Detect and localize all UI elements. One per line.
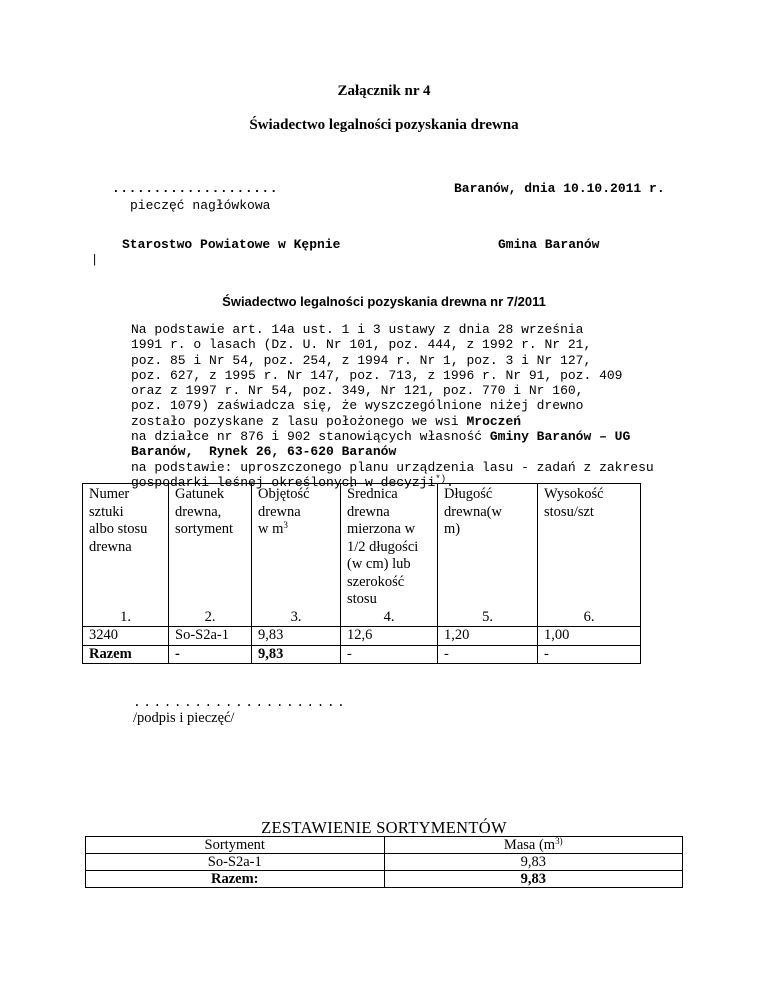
- summary-total-mass: 9,83: [384, 871, 683, 888]
- summary-header-row: [86, 837, 683, 854]
- summary-title: ZESTAWIENIE SORTYMENTÓW: [261, 818, 507, 837]
- body-line: na podstawie: uproszczonego planu urządzenia lasu - zadań z zakresu: [131, 459, 654, 475]
- cell-volume: 9,83: [252, 627, 341, 646]
- body-line: na działce nr 876 i 902 stanowiących własność: [131, 429, 490, 445]
- total-length: -: [438, 645, 538, 664]
- body-line: zostało pozyskane z lasu położonego we wsi: [131, 413, 467, 429]
- owner-name: Gminy Baranów – UG: [489, 429, 631, 445]
- body-line: gospodarki leśnej określonych w decyzji: [131, 474, 436, 490]
- body-line: poz. 85 i Nr 54, poz. 254, z 1994 r. Nr 1, poz. 3 i Nr 127,: [131, 352, 592, 368]
- total-species: -: [169, 645, 252, 664]
- total-volume: 9,83: [252, 645, 341, 664]
- date-line: Baranów, dnia 10.10.2011 r.: [454, 181, 665, 196]
- column-number: 4.: [341, 609, 438, 627]
- summary-header-assortment: Sortyment: [86, 837, 385, 854]
- annex-label: Załącznik nr 4: [337, 83, 431, 99]
- column-number: 6.: [538, 609, 641, 627]
- column-number-row: [83, 609, 641, 627]
- stamp-label: pieczęć nagłówkowa: [130, 198, 271, 213]
- volume-unit-sup: 3: [283, 520, 288, 530]
- summary-mass-label: Masa (m: [503, 837, 556, 853]
- signature-label: /podpis i pieczęć/: [133, 710, 235, 726]
- header-cell-diameter: Średnica drewna mierzona w 1/2 długości (w cm) lub szerokość stosu: [341, 484, 438, 609]
- cell-species: So-S2a-1: [169, 627, 252, 646]
- summary-row: [86, 854, 683, 871]
- column-number: 1.: [83, 609, 169, 627]
- body-line: 1991 r. o lasach (Dz. U. Nr 101, poz. 444, z 1992 r. Nr 21,: [131, 337, 592, 353]
- table-header-row: [83, 484, 641, 609]
- certificate-body: [131, 322, 654, 490]
- summary-total-label: Razem:: [86, 871, 385, 888]
- column-number: 5.: [438, 609, 538, 627]
- header-cell-length: Długość drewna(w m): [438, 484, 538, 609]
- column-number: 2.: [169, 609, 252, 627]
- header-cell-height: Wysokość stosu/szt: [538, 484, 641, 609]
- body-line: poz. 627, z 1995 r. Nr 147, poz. 713, z 1996 r. Nr 91, poz. 409: [131, 367, 623, 383]
- summary-assortment: So-S2a-1: [86, 854, 385, 871]
- summary-total-row: [86, 871, 683, 888]
- footnote-mark: *): [435, 473, 447, 484]
- issuing-authority: Starostwo Powiatowe w Kępnie: [122, 237, 341, 252]
- signature-dots: .....................: [133, 695, 348, 710]
- total-diameter: -: [341, 645, 438, 664]
- cell-height: 1,00: [538, 627, 641, 646]
- total-height: -: [538, 645, 641, 664]
- certificate-title: Świadectwo legalności pozyskania drewna nr 7/2011: [222, 294, 546, 309]
- summary-mass-sup: 3): [555, 836, 563, 846]
- header-volume-text: Objętość drewna w m: [258, 486, 310, 537]
- cell-length: 1,20: [438, 627, 538, 646]
- body-line-end: .: [446, 474, 454, 490]
- summary-mass: 9,83: [384, 854, 683, 871]
- column-number: 3.: [252, 609, 341, 627]
- summary-header-mass: [384, 837, 683, 854]
- table-total-row: [83, 645, 641, 664]
- village-name: Mroczeń: [466, 413, 522, 429]
- cell-number: 3240: [83, 627, 169, 646]
- text-cursor: |: [91, 253, 99, 267]
- stamp-dots: ....................: [112, 181, 279, 196]
- recipient-authority: Gmina Baranów: [498, 237, 600, 252]
- header-cell-species: Gatunek drewna, sortyment: [169, 484, 252, 609]
- document-title: Świadectwo legalności pozyskania drewna: [249, 117, 519, 133]
- total-label: Razem: [83, 645, 169, 664]
- body-line: poz. 1079) zaświadcza się, że wyszczególnione niżej drewno: [131, 398, 584, 414]
- body-line: Na podstawie art. 14a ust. 1 i 3 ustawy z dnia 28 września: [131, 322, 584, 337]
- header-cell-number: Numer sztuki albo stosu drewna: [83, 484, 169, 609]
- cell-diameter: 12,6: [341, 627, 438, 646]
- body-line: oraz z 1997 r. Nr 54, poz. 349, Nr 121, poz. 770 i Nr 160,: [131, 383, 584, 399]
- summary-table: [85, 836, 683, 888]
- wood-table: [82, 483, 641, 664]
- owner-address: Baranów, Rynek 26, 63-620 Baranów: [131, 444, 397, 460]
- table-row: [83, 627, 641, 646]
- header-cell-volume: [252, 484, 341, 609]
